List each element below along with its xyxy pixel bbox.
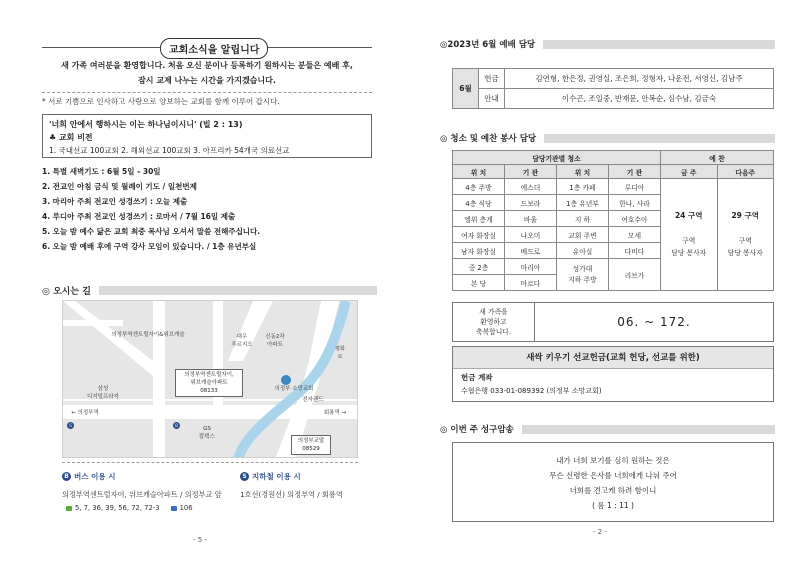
snack-this-week-group: 24 구역 xyxy=(674,211,703,220)
table-cell: 남자 화장실 xyxy=(453,243,505,259)
cleaning-group-head: 담당기관별 청소 xyxy=(453,151,661,165)
bus-icon: B xyxy=(62,472,71,481)
col-header: 기 관 xyxy=(609,165,661,179)
directions-title: ◎ 오시는 길 xyxy=(42,287,91,297)
verse-text: '너희 안에서 행하시는 이는 하나님이시니' (빌 2 : 13) xyxy=(49,120,243,129)
table-cell: 본 당 xyxy=(453,275,505,291)
map-label-denjaland: 전자랜드 xyxy=(302,397,324,403)
table-cell: 교회 주변 xyxy=(557,227,609,243)
heading-bar xyxy=(544,134,775,143)
table-cell: 마르다 xyxy=(505,275,557,291)
col-header: 다음주 xyxy=(717,165,774,179)
table-cell: 엘위 층계 xyxy=(453,211,505,227)
mission-account-label: 헌금 계좌 xyxy=(461,373,493,382)
map-label-church: 의정부 소망교회 xyxy=(274,386,314,392)
table-cell: 1층 유년부 xyxy=(557,195,609,211)
table-cell: 다비다 xyxy=(609,243,661,259)
news-item: 5. 오늘 밤 예수 닮은 교회 최중 목사님 오셔서 말씀 전해주십니다. xyxy=(42,227,261,236)
table-cell: 나오미 xyxy=(505,227,557,243)
cleaning-heading xyxy=(440,132,775,144)
subway-icon: S xyxy=(67,422,74,429)
cleaning-table xyxy=(452,150,774,291)
table-cell: 리브가 xyxy=(609,259,661,291)
bus-heading-label: 버스 이용 시 xyxy=(74,472,116,481)
service-month: 6월 xyxy=(453,69,479,109)
newcomer-box xyxy=(452,302,774,342)
table-cell: 여호수아 xyxy=(609,211,661,227)
bus-routes-blue: 106 xyxy=(179,504,193,512)
table-cell: 마리아 xyxy=(505,259,557,275)
col-header: 위 치 xyxy=(453,165,505,179)
service-table xyxy=(452,68,774,109)
subway-heading-label: 지하철 이용 시 xyxy=(252,472,301,481)
bus-stop-text: 의정부역센트럴자이, 위브캐슬아파트 / 의정부교 앞 xyxy=(62,490,222,499)
vision-heading: ♣ 교회 비전 xyxy=(49,133,93,142)
divider xyxy=(62,462,358,463)
news-item: 4. 루디아 주최 전교인 성경쓰기 : 로마서 / 7월 16일 제출 xyxy=(42,212,236,221)
table-cell: 여자 화장실 xyxy=(453,227,505,243)
service-role: 헌금 xyxy=(479,69,505,89)
col-header: 위 치 xyxy=(557,165,609,179)
table-cell: 4층 식당 xyxy=(453,195,505,211)
table-cell: 중 2층 xyxy=(453,259,505,275)
service-heading xyxy=(440,38,775,50)
table-cell: 성가대 지하 주방 xyxy=(557,259,609,291)
table-cell: 한나, 사라 xyxy=(609,195,661,211)
mission-account: 수협은행 033-01-089392 (의정부 소망교회) xyxy=(461,387,602,395)
verse-title: ◎ 이번 주 성구암송 xyxy=(440,425,514,435)
bus-stop-icon: B xyxy=(173,422,180,429)
greeting-note: * 서로 기쁨으로 인사하고 사랑으로 양보하는 교회를 함께 이루어 갑시다. xyxy=(42,97,280,106)
map xyxy=(62,300,358,458)
mission-box xyxy=(452,346,774,402)
table-cell: 4층 주방 xyxy=(453,179,505,195)
heading-bar xyxy=(522,425,775,434)
map-label-station: ← 의정부역 xyxy=(71,410,99,416)
newcomer-label: 새 가족을 환영하고 축복합니다. xyxy=(453,303,535,341)
map-bus-stop-box: 의정부역센트럴자이, 위브캐슬아파트 08133 xyxy=(175,369,243,397)
memory-verse-box xyxy=(452,442,774,522)
news-item: 1. 특별 새벽기도 : 6월 5일 - 30일 xyxy=(42,167,161,176)
map-label-road: 평화로 xyxy=(335,346,345,360)
table-cell: 에스더 xyxy=(505,179,557,195)
bus-heading xyxy=(62,471,115,482)
snack-this-week xyxy=(661,179,718,291)
welcome-text xyxy=(42,58,372,88)
heading-bar xyxy=(543,40,775,49)
service-names: 김연형, 한은정, 권영실, 조은희, 정형자, 나운전, 서영신, 김남주 xyxy=(505,69,774,89)
table-cell: 1층 카페 xyxy=(557,179,609,195)
table-cell: 유아실 xyxy=(557,243,609,259)
news-item: 6. 오늘 밤 예배 후에 구역 강사 모임이 있습니다. / 1층 유년부실 xyxy=(42,242,257,251)
service-title: ◎2023년 6월 예배 담당 xyxy=(440,40,536,50)
memory-verse-ref: ( 롬 1 : 11 ) xyxy=(592,501,634,510)
news-list xyxy=(42,164,382,254)
bus-routes xyxy=(66,504,193,512)
heading-bar xyxy=(99,286,377,295)
news-item: 2. 전교인 아침 금식 및 월례이 기도 / 일천번제 xyxy=(42,182,197,191)
table-cell: 모세 xyxy=(609,227,661,243)
map-label-daewoo: 대우 푸르지오 xyxy=(231,334,253,348)
snack-head: 예 찬 xyxy=(661,151,774,165)
subway-icon: S xyxy=(240,472,249,481)
church-marker-icon xyxy=(281,375,291,385)
map-label-shindong: 신동2차 아파트 xyxy=(265,334,285,348)
subway-text: 1호선(경원선) 의정부역 / 회룡역 xyxy=(240,490,343,499)
vision-body: 1. 국내선교 100교회 2. 해외선교 100교회 3. 아프리카 54개국 의료선교 xyxy=(49,146,290,155)
table-cell: 드보라 xyxy=(505,195,557,211)
memory-verse-line: 무슨 신령한 은사를 너희에게 나눠 주어 xyxy=(549,471,677,480)
verse-box xyxy=(42,114,372,158)
col-header: 금 주 xyxy=(661,165,718,179)
map-label-samsung: 삼성 디지털프라자 xyxy=(87,386,119,400)
green-bus-icon xyxy=(66,506,72,511)
map-label-gs: GS 칼텍스 xyxy=(199,426,215,440)
snack-next-week-sub: 구역 담당 봉사자 xyxy=(727,237,763,257)
subway-heading xyxy=(240,471,301,482)
memory-verse-line: 내가 너희 보기를 심히 원하는 것은 xyxy=(556,456,670,465)
service-role: 안내 xyxy=(479,89,505,109)
map-school-stop-box: 의정부교말 08529 xyxy=(291,435,331,455)
blue-bus-icon xyxy=(171,506,177,511)
news-item: 3. 마리아 주최 전교인 성경쓰기 : 오늘 제출 xyxy=(42,197,188,206)
welcome-line-1: 새 가족 여러분을 환영합니다. 처음 오신 분이나 등록하기 원하시는 분들은 예배 후, xyxy=(61,61,353,70)
snack-this-week-sub: 구역 담당 봉사자 xyxy=(671,237,707,257)
page-number-left: - 5 - xyxy=(193,536,207,544)
welcome-line-2: 잠시 교제 나누는 시간을 가지겠습니다. xyxy=(138,76,276,85)
table-cell: 베드로 xyxy=(505,243,557,259)
newcomer-count: 06. ~ 172. xyxy=(617,315,691,329)
divider xyxy=(42,92,372,93)
mission-heading: 새싹 키우기 선교헌금(교회 헌당, 선교를 위한) xyxy=(453,347,773,369)
bus-routes-green: 5, 7, 36, 39, 56, 72, 72-3 xyxy=(75,504,160,512)
map-label-hoeryong: 회룡역 → xyxy=(323,410,347,416)
page-number-right: - 2 - xyxy=(593,528,607,536)
verse-heading xyxy=(440,423,775,435)
table-cell: 지 하 xyxy=(557,211,609,227)
directions-heading xyxy=(42,284,377,297)
memory-verse-line: 너희를 견고케 하려 함이니 xyxy=(569,486,657,495)
map-label-apt: 의정부역센트럴자이&위브캐슬 xyxy=(111,332,185,338)
snack-next-week-group: 29 구역 xyxy=(731,211,760,220)
snack-next-week xyxy=(717,179,774,291)
cleaning-title: ◎ 청소 및 예찬 봉사 담당 xyxy=(440,134,537,144)
col-header: 기 관 xyxy=(505,165,557,179)
service-names: 이수곤, 조일중, 반재문, 안복순, 심수남, 김금숙 xyxy=(505,89,774,109)
table-cell: 루디아 xyxy=(609,179,661,195)
table-cell: 바울 xyxy=(505,211,557,227)
notice-title: 교회소식을 알립니다 xyxy=(160,38,268,59)
